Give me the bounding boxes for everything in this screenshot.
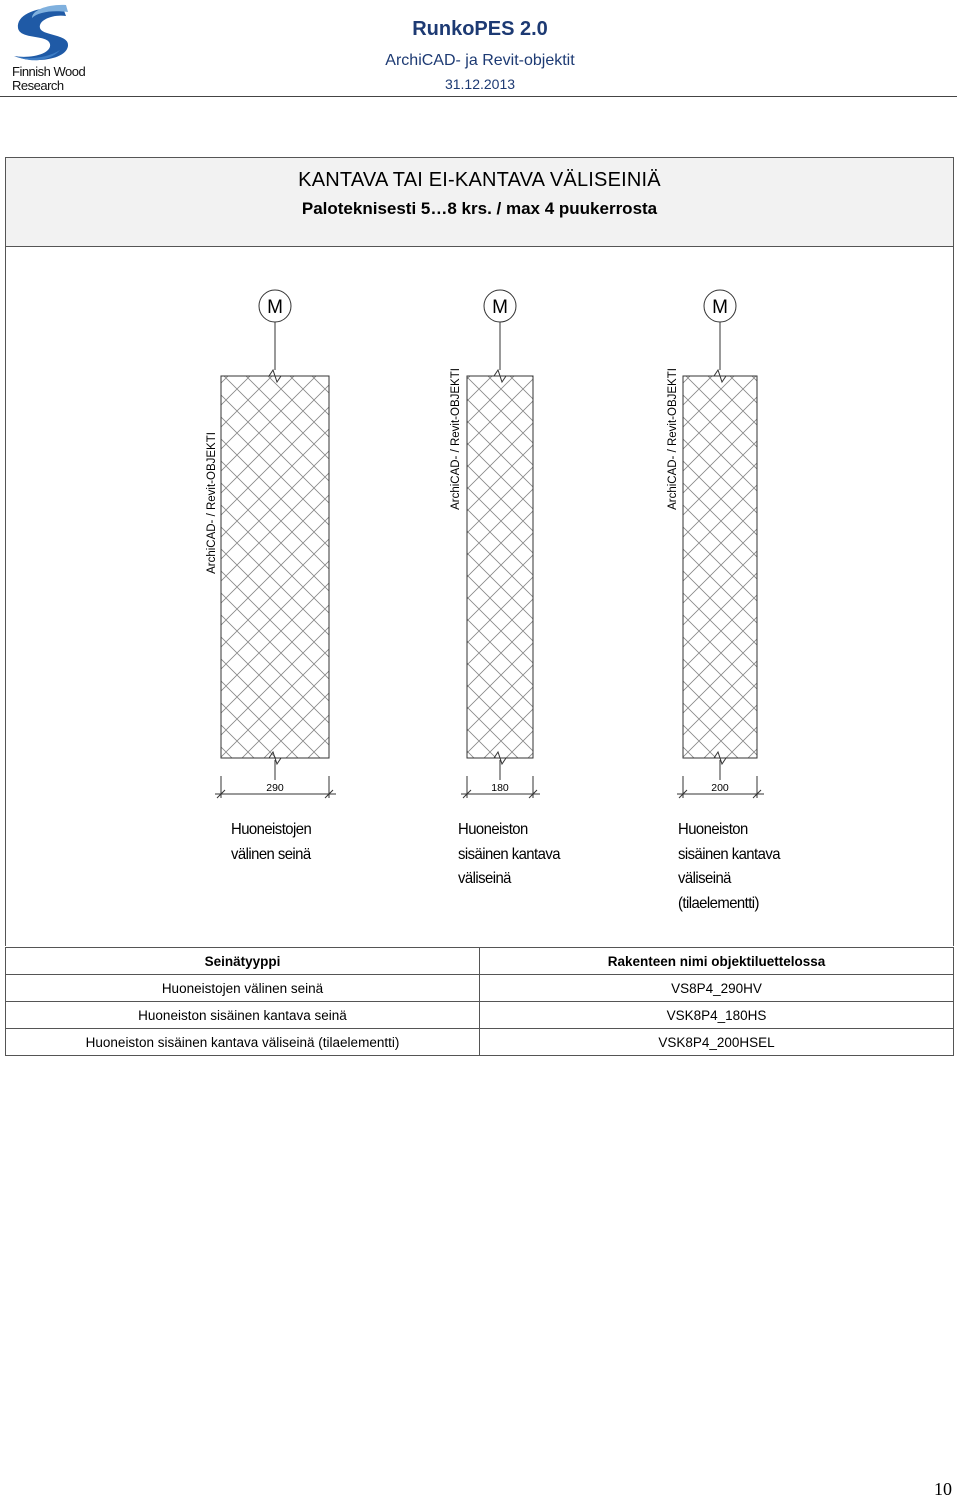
- section-title-box: [5, 157, 954, 247]
- wall-2-caption-line: sisäinen kantava: [458, 845, 560, 863]
- wall-3-caption-line: väliseinä: [678, 870, 731, 887]
- wall-3-vertical-label: ArchiCAD- / Revit-OBJEKTI: [667, 368, 679, 510]
- wall-2-caption-line: väliseinä: [458, 870, 511, 887]
- wall-3-caption-line: Huoneiston: [678, 821, 748, 838]
- wall-3-caption: [678, 818, 780, 916]
- section-subtitle: Paloteknisesti 5…8 krs. / max 4 puukerrosta: [301, 199, 658, 218]
- wall-2-vertical-label: ArchiCAD- / Revit-OBJEKTI: [450, 368, 462, 510]
- structure-name-cell: VS8P4_290HV: [480, 975, 954, 1002]
- wall-2-caption: [458, 818, 560, 892]
- wall-type-cell: Huoneiston sisäinen kantava seinä: [6, 1002, 480, 1029]
- structure-name-cell: VSK8P4_200HSEL: [480, 1029, 954, 1056]
- column-header-structure-name: Rakenteen nimi objektiluettelossa: [480, 948, 954, 975]
- table-row: [6, 1002, 954, 1029]
- document-title: RunkoPES 2.0: [412, 18, 548, 40]
- table-header-row: [6, 948, 954, 975]
- document-date: 31.12.2013: [444, 76, 516, 92]
- wall-2-caption-line: Huoneiston: [458, 821, 528, 838]
- wall-1-marker: M: [267, 297, 283, 318]
- structure-name-cell: VSK8P4_180HS: [480, 1002, 954, 1029]
- section-title: KANTAVA TAI EI-KANTAVA VÄLISEINIÄ: [298, 169, 661, 191]
- wall-3-dimension: 200: [711, 782, 729, 794]
- header-divider: [0, 96, 957, 97]
- wall-section-1: [206, 290, 336, 798]
- wall-3-caption-line: sisäinen kantava: [678, 845, 780, 863]
- wall-3-marker: M: [712, 297, 728, 318]
- wall-type-cell: Huoneistojen välinen seinä: [6, 975, 480, 1002]
- wall-2-marker: M: [492, 297, 508, 318]
- wall-1-dimension: 290: [266, 782, 284, 794]
- logo-text-line1: Finnish Wood: [12, 64, 86, 79]
- column-header-wall-type: Seinätyyppi: [6, 948, 480, 975]
- wall-section-2: [450, 290, 540, 798]
- document-subtitle: ArchiCAD- ja Revit-objektit: [385, 52, 575, 69]
- wall-1-vertical-label: ArchiCAD- / Revit-OBJEKTI: [206, 432, 218, 574]
- wall-type-table: [5, 947, 954, 1056]
- wall-2-dimension: 180: [491, 782, 509, 794]
- table-row: [6, 1029, 954, 1056]
- wall-1-caption: [231, 818, 311, 867]
- wall-1-caption-line: välinen seinä: [231, 845, 311, 863]
- table-row: [6, 975, 954, 1002]
- wall-3-caption-line: (tilaelementti): [678, 894, 759, 912]
- wall-1-caption-line: Huoneistojen: [231, 821, 312, 838]
- wall-section-3: [667, 290, 764, 798]
- page-number: 10: [934, 1479, 952, 1499]
- logo-text-line2: Research: [12, 78, 64, 93]
- wall-section-drawing: [5, 246, 954, 946]
- wall-type-cell: Huoneiston sisäinen kantava väliseinä (tilaelementti): [6, 1029, 480, 1056]
